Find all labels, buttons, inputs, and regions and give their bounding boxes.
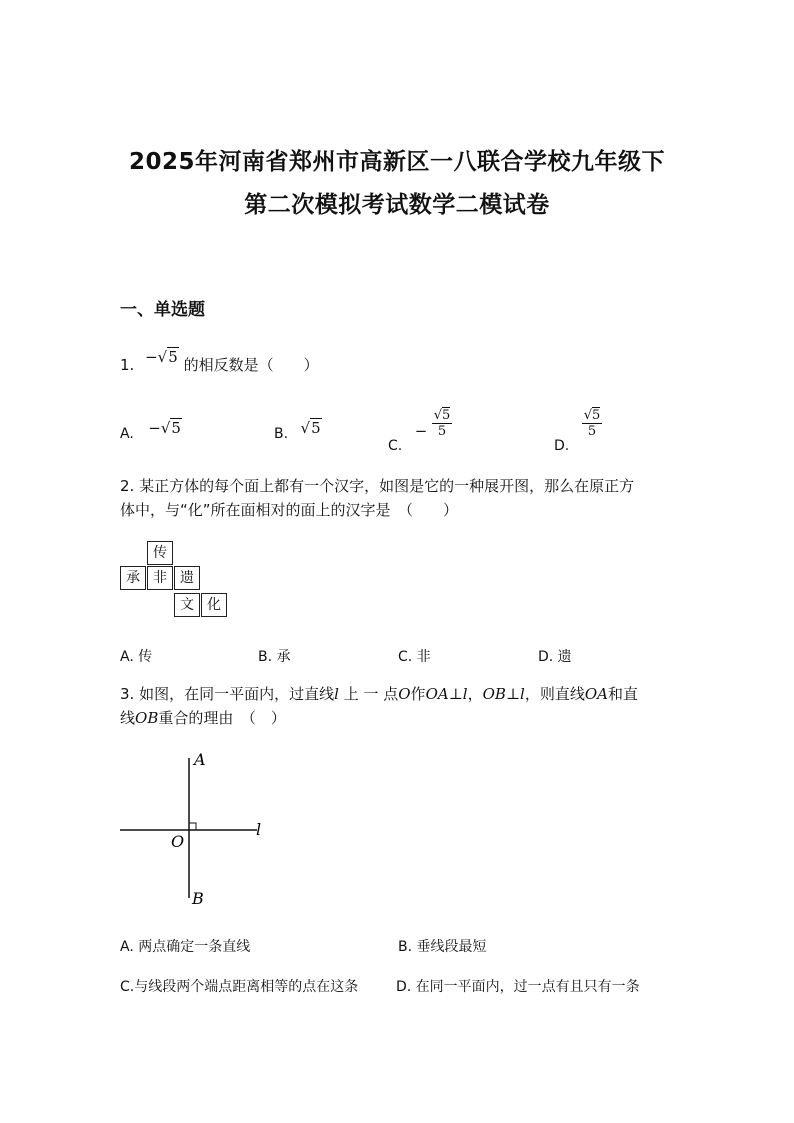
question-number: 1. bbox=[120, 356, 135, 374]
q3-option-a[interactable]: A. 两点确定一条直线 bbox=[120, 939, 251, 955]
numerator-radicand: 5 bbox=[591, 408, 601, 423]
exam-title-line2: 第二次模拟考试数学二模试卷 bbox=[244, 192, 550, 218]
q3-text: 作 bbox=[410, 685, 426, 703]
question-1 bbox=[120, 348, 319, 375]
denominator: 5 bbox=[587, 424, 597, 439]
net-cell-bottom-2: 化 bbox=[201, 593, 227, 617]
option-label: B. bbox=[274, 426, 289, 442]
question-2-line1: 2. 某正方体的每个面上都有一个汉字，如图是它的一种展开图，那么在原正方 bbox=[120, 477, 635, 495]
q1-expression bbox=[145, 348, 183, 366]
option-d-fraction: $\frac{√5}{5}$ bbox=[583, 408, 601, 439]
label-a: A bbox=[194, 750, 206, 769]
net-cell-mid-1: 承 bbox=[120, 566, 146, 590]
q2-option-b[interactable]: B. 承 bbox=[258, 649, 291, 665]
option-c-fraction: $\frac{√5}{5}$ bbox=[433, 408, 451, 439]
q1-text: 的相反数是（ ） bbox=[183, 356, 319, 374]
q1-option-b[interactable] bbox=[274, 419, 322, 442]
q3-text: 和直 bbox=[608, 685, 639, 703]
q3-option-c[interactable]: C.与线段两个端点距离相等的点在这条 bbox=[120, 979, 359, 995]
question-3-line1 bbox=[120, 683, 638, 704]
q1-option-a[interactable] bbox=[120, 419, 182, 442]
q3-option-b[interactable]: B. 垂线段最短 bbox=[398, 939, 487, 955]
section-heading: 一、单选题 bbox=[120, 300, 205, 320]
math-oa: OA bbox=[584, 685, 609, 703]
question-3-line2 bbox=[120, 707, 286, 728]
question-2-line2: 体中，与“化”所在面相对的面上的汉字是 （ ） bbox=[120, 501, 459, 519]
option-b-expression: √5 bbox=[300, 419, 321, 437]
q1-option-c[interactable] bbox=[388, 408, 452, 454]
q3-text: 3. 如图，在同一平面内，过直线 bbox=[120, 685, 335, 703]
radicand: 5 bbox=[311, 419, 321, 437]
q3-text: 重合的理由 （ ） bbox=[158, 709, 286, 727]
minus-sign: − bbox=[148, 419, 161, 437]
net-cell-mid-2: 非 bbox=[147, 566, 173, 590]
q3-text: 线 bbox=[120, 709, 136, 727]
label-b: B bbox=[192, 889, 204, 908]
label-l: l bbox=[256, 820, 262, 839]
q3-text: ，则直线 bbox=[524, 685, 585, 703]
math-ob-perp-l: OB⊥l bbox=[482, 685, 525, 703]
q2-option-a[interactable]: A. 传 bbox=[120, 649, 153, 665]
option-label: D. bbox=[554, 437, 570, 454]
minus-sign: − bbox=[414, 421, 428, 440]
q3-text: ， bbox=[467, 685, 483, 703]
q2-option-c[interactable]: C. 非 bbox=[398, 649, 431, 665]
math-oa-perp-l: OA⊥l bbox=[425, 685, 468, 703]
math-o: O bbox=[398, 685, 411, 703]
numerator-radicand: 5 bbox=[442, 408, 451, 423]
net-cell-mid-3: 遗 bbox=[174, 566, 200, 590]
q3-text: 上 一 点 bbox=[343, 685, 399, 703]
radicand: 5 bbox=[168, 348, 178, 366]
exam-title-line1: 2025年河南省郑州市高新区一八联合学校九年级下 bbox=[128, 149, 665, 175]
option-a-expression: −√5 bbox=[148, 419, 181, 437]
perpendicular-lines-figure bbox=[115, 748, 275, 913]
option-label: C. bbox=[388, 437, 403, 454]
label-o: O bbox=[171, 832, 185, 851]
minus-sign: − bbox=[145, 348, 158, 366]
net-cell-bottom-1: 文 bbox=[174, 593, 200, 617]
option-label: A. bbox=[120, 426, 134, 442]
sqrt-expression: √5 bbox=[157, 348, 178, 366]
net-cell-top: 传 bbox=[147, 541, 173, 565]
math-l: l bbox=[334, 685, 339, 703]
right-angle-mark bbox=[189, 823, 196, 830]
q1-option-d[interactable] bbox=[554, 408, 602, 454]
q3-option-d[interactable]: D. 在同一平面内，过一点有且只有一条 bbox=[396, 979, 640, 995]
radicand: 5 bbox=[171, 419, 181, 437]
q2-option-d[interactable]: D. 遗 bbox=[538, 649, 572, 665]
math-ob: OB bbox=[135, 709, 159, 727]
denominator: 5 bbox=[437, 424, 447, 439]
